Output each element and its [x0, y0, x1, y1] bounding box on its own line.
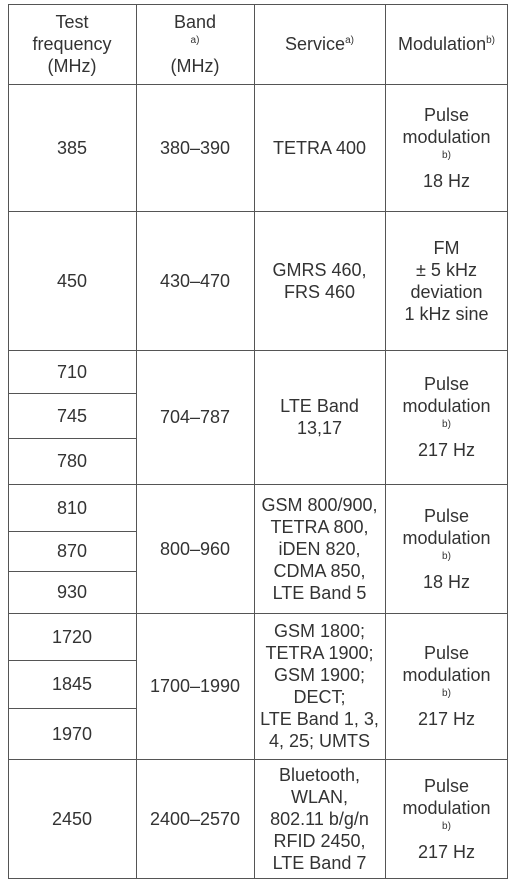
modulation-cell — [385, 484, 508, 613]
subrow-divider — [8, 393, 136, 394]
service-line: GSM 1900; — [273, 665, 366, 685]
footnote-marker: a) — [190, 35, 200, 46]
test-frequency-cell: 780 — [56, 451, 88, 471]
service-line: CDMA 850, — [273, 560, 366, 581]
band-cell: 704–787 — [159, 407, 231, 427]
service-cell — [254, 613, 385, 759]
test-frequency-cell: 450 — [56, 270, 88, 291]
modulation-line: deviation — [410, 281, 483, 302]
modulation-cell — [385, 84, 508, 211]
test-frequency-cell: 810 — [56, 497, 88, 518]
band-cell: 430–470 — [159, 270, 231, 291]
column-divider — [136, 4, 137, 879]
service-line: GMRS 460, — [272, 259, 367, 280]
row-divider — [8, 759, 508, 760]
modulation-cell — [385, 759, 508, 879]
modulation-line: 18 Hz — [422, 170, 471, 191]
service-line: 802.11 b/g/n — [270, 809, 369, 829]
header-modulation-label: Modulation — [398, 34, 487, 54]
header-band-unit: (MHz) — [170, 56, 220, 76]
service-line: DECT; — [293, 687, 346, 707]
service-line: TETRA 1900; — [265, 643, 374, 663]
band-cell: 380–390 — [159, 137, 231, 158]
service-line: TETRA 800, — [270, 516, 369, 537]
footnote-marker: b) — [486, 35, 495, 46]
footnote-marker: b) — [442, 550, 451, 562]
header-test-frequency-line: frequency — [32, 34, 112, 54]
footnote-marker: b) — [442, 688, 451, 699]
test-frequency-cell: 745 — [56, 405, 88, 426]
service-line: WLAN, — [290, 787, 348, 807]
column-divider — [254, 4, 255, 879]
service-line: TETRA 400 — [272, 137, 367, 158]
modulation-cell — [385, 613, 508, 759]
modulation-line: Pulse — [423, 776, 470, 796]
header-test-frequency — [8, 4, 136, 84]
row-divider — [8, 484, 508, 485]
header-service-label: Service — [285, 34, 346, 54]
subrow-divider — [8, 438, 136, 439]
service-line: LTE Band 5 — [272, 582, 367, 603]
service-cell — [254, 759, 385, 879]
band-cell: 1700–1990 — [149, 676, 241, 696]
header-modulation — [385, 4, 508, 84]
table-border-top — [8, 4, 508, 5]
footnote-marker: b) — [442, 419, 451, 430]
modulation-line: FM — [433, 237, 460, 258]
modulation-line: ± 5 kHz — [416, 259, 477, 280]
footnote-marker: b) — [442, 821, 451, 832]
modulation-line: Pulse — [423, 374, 470, 394]
immunity-test-table — [8, 4, 508, 879]
modulation-line: Pulse — [423, 104, 470, 125]
service-cell — [254, 84, 385, 211]
row-divider — [8, 613, 508, 614]
service-line: GSM 800/900, — [261, 494, 378, 515]
test-frequency-cell: 1845 — [51, 674, 93, 694]
modulation-line: modulation — [402, 527, 491, 548]
test-frequency-cell: 2450 — [51, 809, 93, 829]
service-line: 13,17 — [296, 418, 343, 438]
test-frequency-cell: 1970 — [51, 723, 93, 744]
service-line: GSM 1800; — [273, 621, 366, 641]
service-cell — [254, 350, 385, 484]
modulation-line: Pulse — [423, 643, 470, 663]
modulation-line: 18 Hz — [422, 571, 471, 592]
table-border-left — [8, 4, 9, 879]
service-cell — [254, 211, 385, 350]
service-line: Bluetooth, — [278, 765, 361, 785]
test-frequency-cell: 930 — [56, 582, 88, 602]
column-divider — [385, 4, 386, 879]
subrow-divider — [8, 660, 136, 661]
service-line: RFID 2450, — [273, 831, 366, 851]
row-divider — [8, 84, 508, 85]
modulation-line: 217 Hz — [417, 709, 476, 729]
service-line: FRS 460 — [283, 281, 356, 302]
modulation-line: 1 kHz sine — [404, 303, 489, 324]
row-divider — [8, 350, 508, 351]
subrow-divider — [8, 708, 136, 709]
band-cell: 2400–2570 — [149, 809, 241, 829]
band-cell: 800–960 — [159, 538, 231, 559]
header-service — [254, 4, 385, 84]
service-line: LTE Band — [280, 396, 359, 416]
header-band — [136, 4, 254, 84]
service-line: LTE Band 7 — [272, 853, 367, 873]
table-border-bottom — [8, 878, 508, 879]
modulation-line: modulation — [402, 396, 491, 416]
header-band-label: Band — [173, 12, 217, 32]
row-divider — [8, 211, 508, 212]
modulation-line: 217 Hz — [417, 842, 476, 862]
header-test-frequency-line: (MHz) — [47, 56, 97, 76]
test-frequency-cell: 710 — [56, 361, 88, 382]
service-line: iDEN 820, — [278, 538, 361, 559]
modulation-cell — [385, 211, 508, 350]
modulation-cell — [385, 350, 508, 484]
subrow-divider — [8, 571, 136, 572]
service-cell — [254, 484, 385, 613]
modulation-line: modulation — [402, 665, 491, 685]
service-line: LTE Band 1, 3, — [260, 709, 379, 729]
test-frequency-cell: 870 — [56, 541, 88, 561]
test-frequency-cell: 385 — [56, 137, 88, 158]
service-line: 4, 25; UMTS — [268, 731, 371, 751]
subrow-divider — [8, 531, 136, 532]
header-test-frequency-line: Test — [55, 12, 89, 32]
table-border-right — [507, 4, 508, 879]
test-frequency-cell: 1720 — [51, 626, 93, 647]
modulation-line: modulation — [402, 798, 491, 818]
modulation-line: modulation — [402, 126, 491, 147]
modulation-line: 217 Hz — [417, 440, 476, 460]
footnote-marker: a) — [345, 35, 354, 46]
modulation-line: Pulse — [423, 505, 470, 526]
footnote-marker: b) — [442, 149, 451, 161]
